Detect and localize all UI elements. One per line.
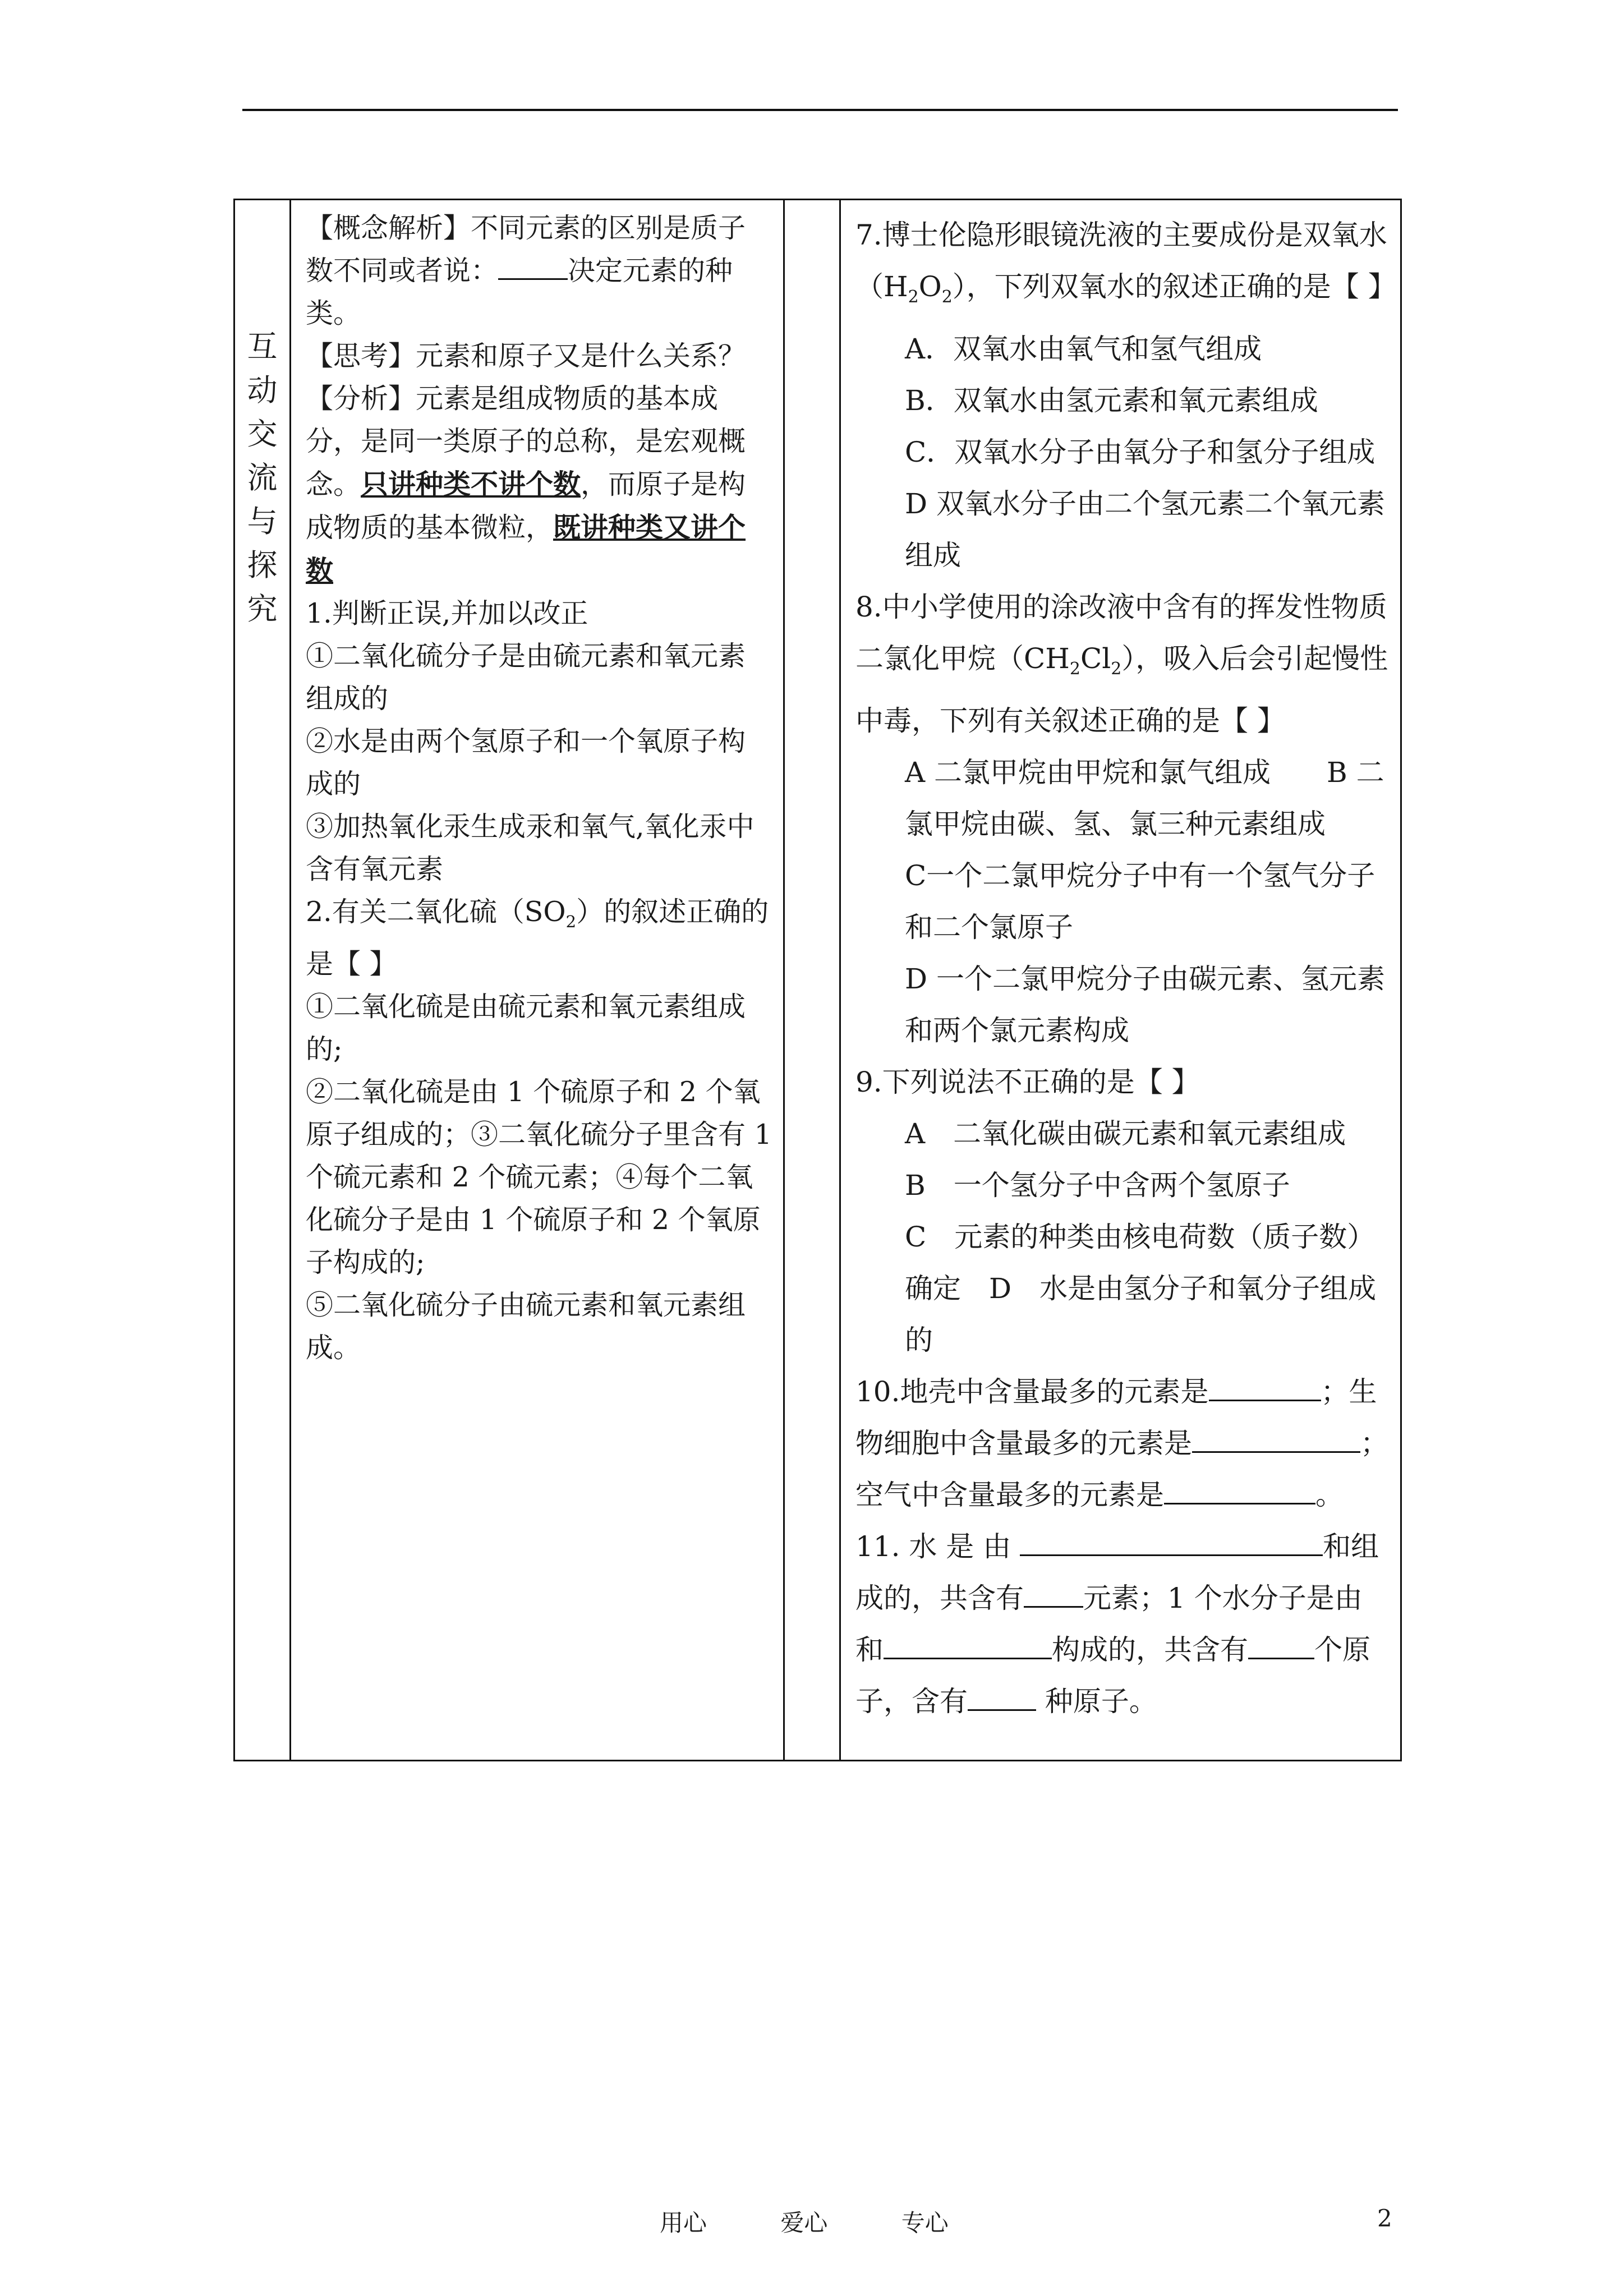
- question-8-option: A 二氯甲烷由甲烷和氯气组成 B 二氯甲烷由碳、氢、氯三种元素组成: [905, 756, 1384, 840]
- answer-blank[interactable]: [1192, 1425, 1360, 1453]
- teacher-content-cell: [291, 200, 784, 1761]
- question-7-option: A．双氧水由氧气和氢气组成: [905, 333, 1262, 365]
- question-8-stem: 8.中小学使用的涂改液中含有的挥发性物质二氯化甲烷$(CH_2Cl_2)$，吸入后会引起慢性中毒，下列有关叙述正确的是【 】: [855, 591, 1388, 737]
- page-number: 2: [1377, 2205, 1392, 2232]
- think-paragraph: 【思考】元素和原子又是什么关系？: [306, 340, 746, 372]
- analysis-paragraph: 【分析】元素是组成物质的基本成分，是同一类原子的总称，是宏观概念。只讲种类不讲个数，而原子是构成物质的基本微粒，既讲种类又讲个数: [306, 383, 746, 587]
- question-7-option: C．双氧水分子由氧分子和氢分子组成: [905, 436, 1375, 468]
- emphasis-kind-only: 只讲种类不讲个数: [361, 468, 581, 500]
- exercises: [841, 200, 1400, 1727]
- question-11: 11. 水 是 由 和组成的，共含有 元素；1 个水分子是由和 构成的，共含有 个原子，含有 种原子。: [855, 1521, 1390, 1727]
- section-label: 互 动 交 流 与 探 究: [247, 329, 278, 627]
- answer-blank[interactable]: [968, 1683, 1036, 1711]
- concept-paragraph: 【概念解析】不同元素的区别是质子数不同或者说： 决定元素的种类。: [306, 212, 746, 329]
- answer-blank[interactable]: [1024, 1580, 1083, 1608]
- question-8-option: C一个二氯甲烷分子中有一个氢气分子和二个氯原子: [905, 859, 1375, 944]
- concept-explanation: [291, 200, 783, 1369]
- emphasis-kind-and-count: 既讲种类又讲个数: [306, 511, 746, 587]
- section-label-cell: [234, 200, 291, 1761]
- footer-motto: 爱心: [780, 2209, 828, 2237]
- header-rule: [242, 109, 1398, 111]
- exercise-cell: [840, 200, 1401, 1761]
- question-7-stem: 7.博士伦隐形眼镜洗液的主要成份是双氧水$(H_2O_2)$，下列双氧水的叙述正确的是【 】: [855, 219, 1396, 307]
- question-9-stem: 9.下列说法不正确的是【 】: [855, 1066, 1200, 1098]
- spacer-cell: [784, 200, 840, 1761]
- question-2-item: ⑤二氧化硫分子由硫元素和氧元素组成。: [306, 1289, 746, 1364]
- question-2-title: 2.有关二氧化硫$(SO_2)$的叙述正确的是【 】: [306, 896, 769, 980]
- answer-blank[interactable]: [1020, 1529, 1323, 1556]
- question-7-option: B．双氧水由氢元素和氧元素组成: [905, 384, 1318, 417]
- question-1-item: ①二氧化硫分子是由硫元素和氧元素组成的: [306, 640, 746, 715]
- worksheet-table: [233, 199, 1402, 1761]
- question-2-item: ①二氧化硫是由硫元素和氧元素组成的;: [306, 990, 746, 1065]
- answer-blank[interactable]: [1209, 1374, 1321, 1401]
- question-9-option: B 一个氢分子中含两个氢原子: [905, 1169, 1290, 1202]
- answer-blank[interactable]: [498, 252, 568, 280]
- question-9-option: A 二氧化碳由碳元素和氧元素组成: [905, 1117, 1346, 1150]
- answer-blank[interactable]: [884, 1632, 1052, 1659]
- footer-motto: 用心: [660, 2209, 707, 2237]
- question-1-title: 1.判断正误,并加以改正: [306, 597, 588, 629]
- question-1-item: ③加热氧化汞生成汞和氧气,氧化汞中含有氧元素: [306, 811, 755, 885]
- footer-mottos: [660, 2205, 1015, 2238]
- footer-motto: 专心: [901, 2209, 949, 2237]
- answer-blank[interactable]: [1248, 1632, 1314, 1659]
- question-10: 10.地壳中含量最多的元素是 ；生物细胞中含量最多的元素是 ；空气中含量最多的元素是 。: [855, 1366, 1390, 1521]
- question-9-option: C 元素的种类由核电荷数（质子数）确定 D 水是由氢分子和氧分子组成的: [905, 1221, 1377, 1356]
- question-1-item: ②水是由两个氢原子和一个氧原子构成的: [306, 725, 746, 800]
- answer-blank[interactable]: [1164, 1477, 1315, 1504]
- question-8-option: D 一个二氯甲烷分子由碳元素、氢元素和两个氯元素构成: [905, 963, 1385, 1047]
- question-2-item: ②二氧化硫是由 1 个硫原子和 2 个氧原子组成的；③二氧化硫分子里含有 1 个硫元素和 2 个硫元素；④每个二氧化硫分子是由 1 个硫原子和 2 个氧原子构成的;: [306, 1075, 772, 1278]
- question-7-option: D 双氧水分子由二个氢元素二个氧元素组成: [905, 487, 1385, 572]
